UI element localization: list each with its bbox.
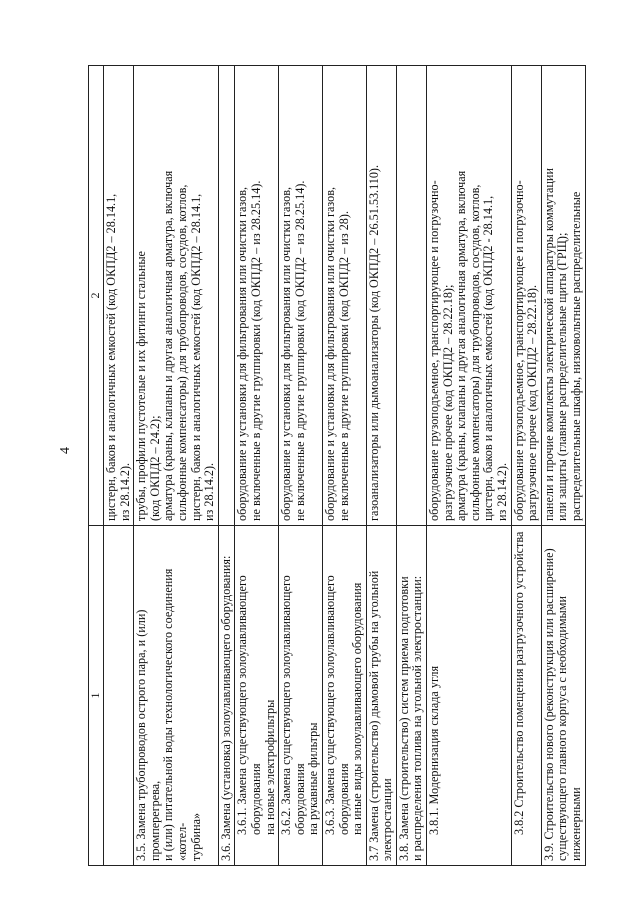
table-row bbox=[511, 66, 541, 866]
cell-line: 3.7 Замена (строительство) дымовой трубы на угольной bbox=[366, 570, 381, 861]
cell-line bbox=[105, 530, 119, 861]
cell-work-item bbox=[235, 526, 279, 866]
cell-line: оборудование и установки для фильтрования или очистки газов, bbox=[322, 186, 337, 521]
header-col-2: 2 bbox=[89, 66, 104, 526]
table-row bbox=[104, 66, 134, 866]
cell-line: цистерн, баков и аналогичных емкостей (код ОКПД2 – 28.14.1, bbox=[188, 193, 203, 521]
cell-line: из 28.14.2). bbox=[495, 462, 510, 521]
cell-equipment bbox=[366, 66, 396, 526]
table-row bbox=[322, 66, 366, 866]
cell-work-item bbox=[541, 526, 585, 866]
cell-line: 3.6.1. Замена существующего золоулавливающего оборудования bbox=[235, 575, 263, 835]
cell-line: арматура (краны, клапаны и другая аналогичная арматура, включая bbox=[161, 170, 176, 521]
cell-line: сильфонные компенсаторы) для трубопроводов, сосудов, котлов, bbox=[174, 184, 189, 521]
cell-line: 3.8.1. Модернизация склада угля bbox=[427, 665, 442, 835]
cell-line: сильфонные компенсаторы) для трубопроводов, сосудов, котлов, bbox=[467, 184, 482, 521]
cell-work-item bbox=[104, 526, 134, 866]
cell-line: из 28.14.2). bbox=[202, 462, 217, 521]
cell-line: на новые электрофильтры bbox=[262, 699, 277, 835]
cell-line: оборудование грузоподъемное, транспортирующее и погрузочно- bbox=[427, 180, 442, 521]
cell-line: оборудование и установки для фильтрования или очистки газов, bbox=[235, 186, 250, 521]
cell-line: 3.5. Замена трубопроводов острого пара, и (или) промперегрева, bbox=[134, 609, 162, 861]
cell-work-item bbox=[134, 526, 219, 866]
cell-line: цистерн, баков и аналогичных емкостей (код ОКПД2 – 28.14.1, bbox=[104, 193, 118, 521]
cell-equipment bbox=[427, 66, 512, 526]
cell-line: оборудование грузоподъемное, транспортирующее и погрузочно- bbox=[511, 180, 526, 521]
cell-line: оборудование и установки для фильтрования или очистки газов, bbox=[279, 186, 294, 521]
equipment-table bbox=[88, 65, 586, 866]
cell-line bbox=[220, 70, 234, 521]
cell-line: распределительные шкафы, низковольтные распределительные bbox=[569, 191, 583, 521]
cell-equipment bbox=[104, 66, 134, 526]
cell-line: не включенные в другие группировки (код ОКПД2 – из 28). bbox=[336, 211, 351, 521]
cell-line: или защиты (главные распределительные щиты (ГРЩ); bbox=[555, 232, 570, 521]
cell-line: 3.6. Замена (установка) золоулавливающего оборудования: bbox=[218, 555, 233, 861]
table-row bbox=[235, 66, 279, 866]
cell-line: электростанции bbox=[380, 778, 395, 861]
cell-work-item bbox=[322, 526, 366, 866]
table-row bbox=[366, 66, 396, 866]
table-row bbox=[396, 66, 426, 866]
cell-line: арматура (краны, клапаны и другая аналогичная арматура, включая bbox=[454, 170, 469, 521]
cell-equipment bbox=[279, 66, 323, 526]
header-col-1: 1 bbox=[89, 526, 104, 866]
cell-line: 3.6.2. Замена существующего золоулавливающего оборудования bbox=[279, 575, 307, 835]
cell-line: разгрузочное прочее (код ОКПД2 – 28.22.18). bbox=[525, 284, 540, 521]
cell-line: 3.8. Замена (строительство) систем приема подготовки bbox=[396, 576, 411, 861]
table-row bbox=[541, 66, 585, 866]
cell-line: трубы, профили пустотелые и их фитинги стальные bbox=[134, 251, 149, 521]
cell-equipment bbox=[218, 66, 235, 526]
cell-line: разгрузочное прочее (код ОКПД2 – 28.22.18); bbox=[440, 284, 455, 521]
cell-equipment bbox=[134, 66, 219, 526]
rotated-table-container bbox=[88, 66, 598, 866]
cell-equipment bbox=[235, 66, 279, 526]
cell-work-item bbox=[396, 526, 426, 866]
cell-line: не включенные в другие группировки (код ОКПД2 – из 28.25.14). bbox=[248, 180, 263, 521]
cell-equipment bbox=[396, 66, 426, 526]
table-header-row bbox=[89, 66, 104, 866]
cell-line: и распределения топлива на угольной электростанции: bbox=[410, 575, 425, 861]
cell-line: из 28.14.2). bbox=[117, 462, 132, 521]
cell-line: 3.6.3. Замена существующего золоулавливающего оборудования bbox=[322, 575, 351, 835]
cell-line: на иные виды золоулавливающего оборудования bbox=[350, 582, 365, 835]
cell-line: не включенные в другие группировки (код ОКПД2 – из 28.25.14). bbox=[292, 180, 307, 521]
cell-work-item bbox=[427, 526, 512, 866]
cell-line: существующего главного корпуса с необходимыми инженерными bbox=[555, 596, 583, 861]
cell-line: цистерн, баков и аналогичных емкостей (код ОКПД2 - 28.14.1, bbox=[481, 195, 496, 521]
cell-work-item bbox=[279, 526, 323, 866]
cell-work-item bbox=[511, 526, 541, 866]
cell-line: панели и прочие комплекты электрической аппаратуры коммутации bbox=[541, 168, 556, 521]
cell-line: на рукавные фильтры bbox=[306, 722, 321, 835]
cell-work-item bbox=[218, 526, 235, 866]
cell-line: и (или) питательной воды технологического соединения «котел- bbox=[161, 568, 189, 861]
cell-line: газоанализаторы или дымоанализаторы (код ОКПД2 – 26.51.53.110). bbox=[366, 164, 381, 521]
cell-line: 3.8.2 Строительство помещения разгрузочного устройства bbox=[511, 531, 526, 835]
cell-line: 3.9. Строительство нового (реконструкция или расширение) bbox=[541, 548, 556, 861]
cell-line bbox=[398, 70, 412, 521]
table-row bbox=[218, 66, 235, 866]
cell-line: турбина» bbox=[188, 812, 203, 861]
cell-work-item bbox=[366, 526, 396, 866]
cell-equipment bbox=[541, 66, 585, 526]
table-row bbox=[279, 66, 323, 866]
cell-line: (код ОКПД2 – 24.2); bbox=[147, 415, 162, 521]
table-row bbox=[134, 66, 219, 866]
cell-equipment bbox=[511, 66, 541, 526]
table-row bbox=[427, 66, 512, 866]
cell-equipment bbox=[322, 66, 366, 526]
page-number: 4 bbox=[58, 447, 73, 454]
